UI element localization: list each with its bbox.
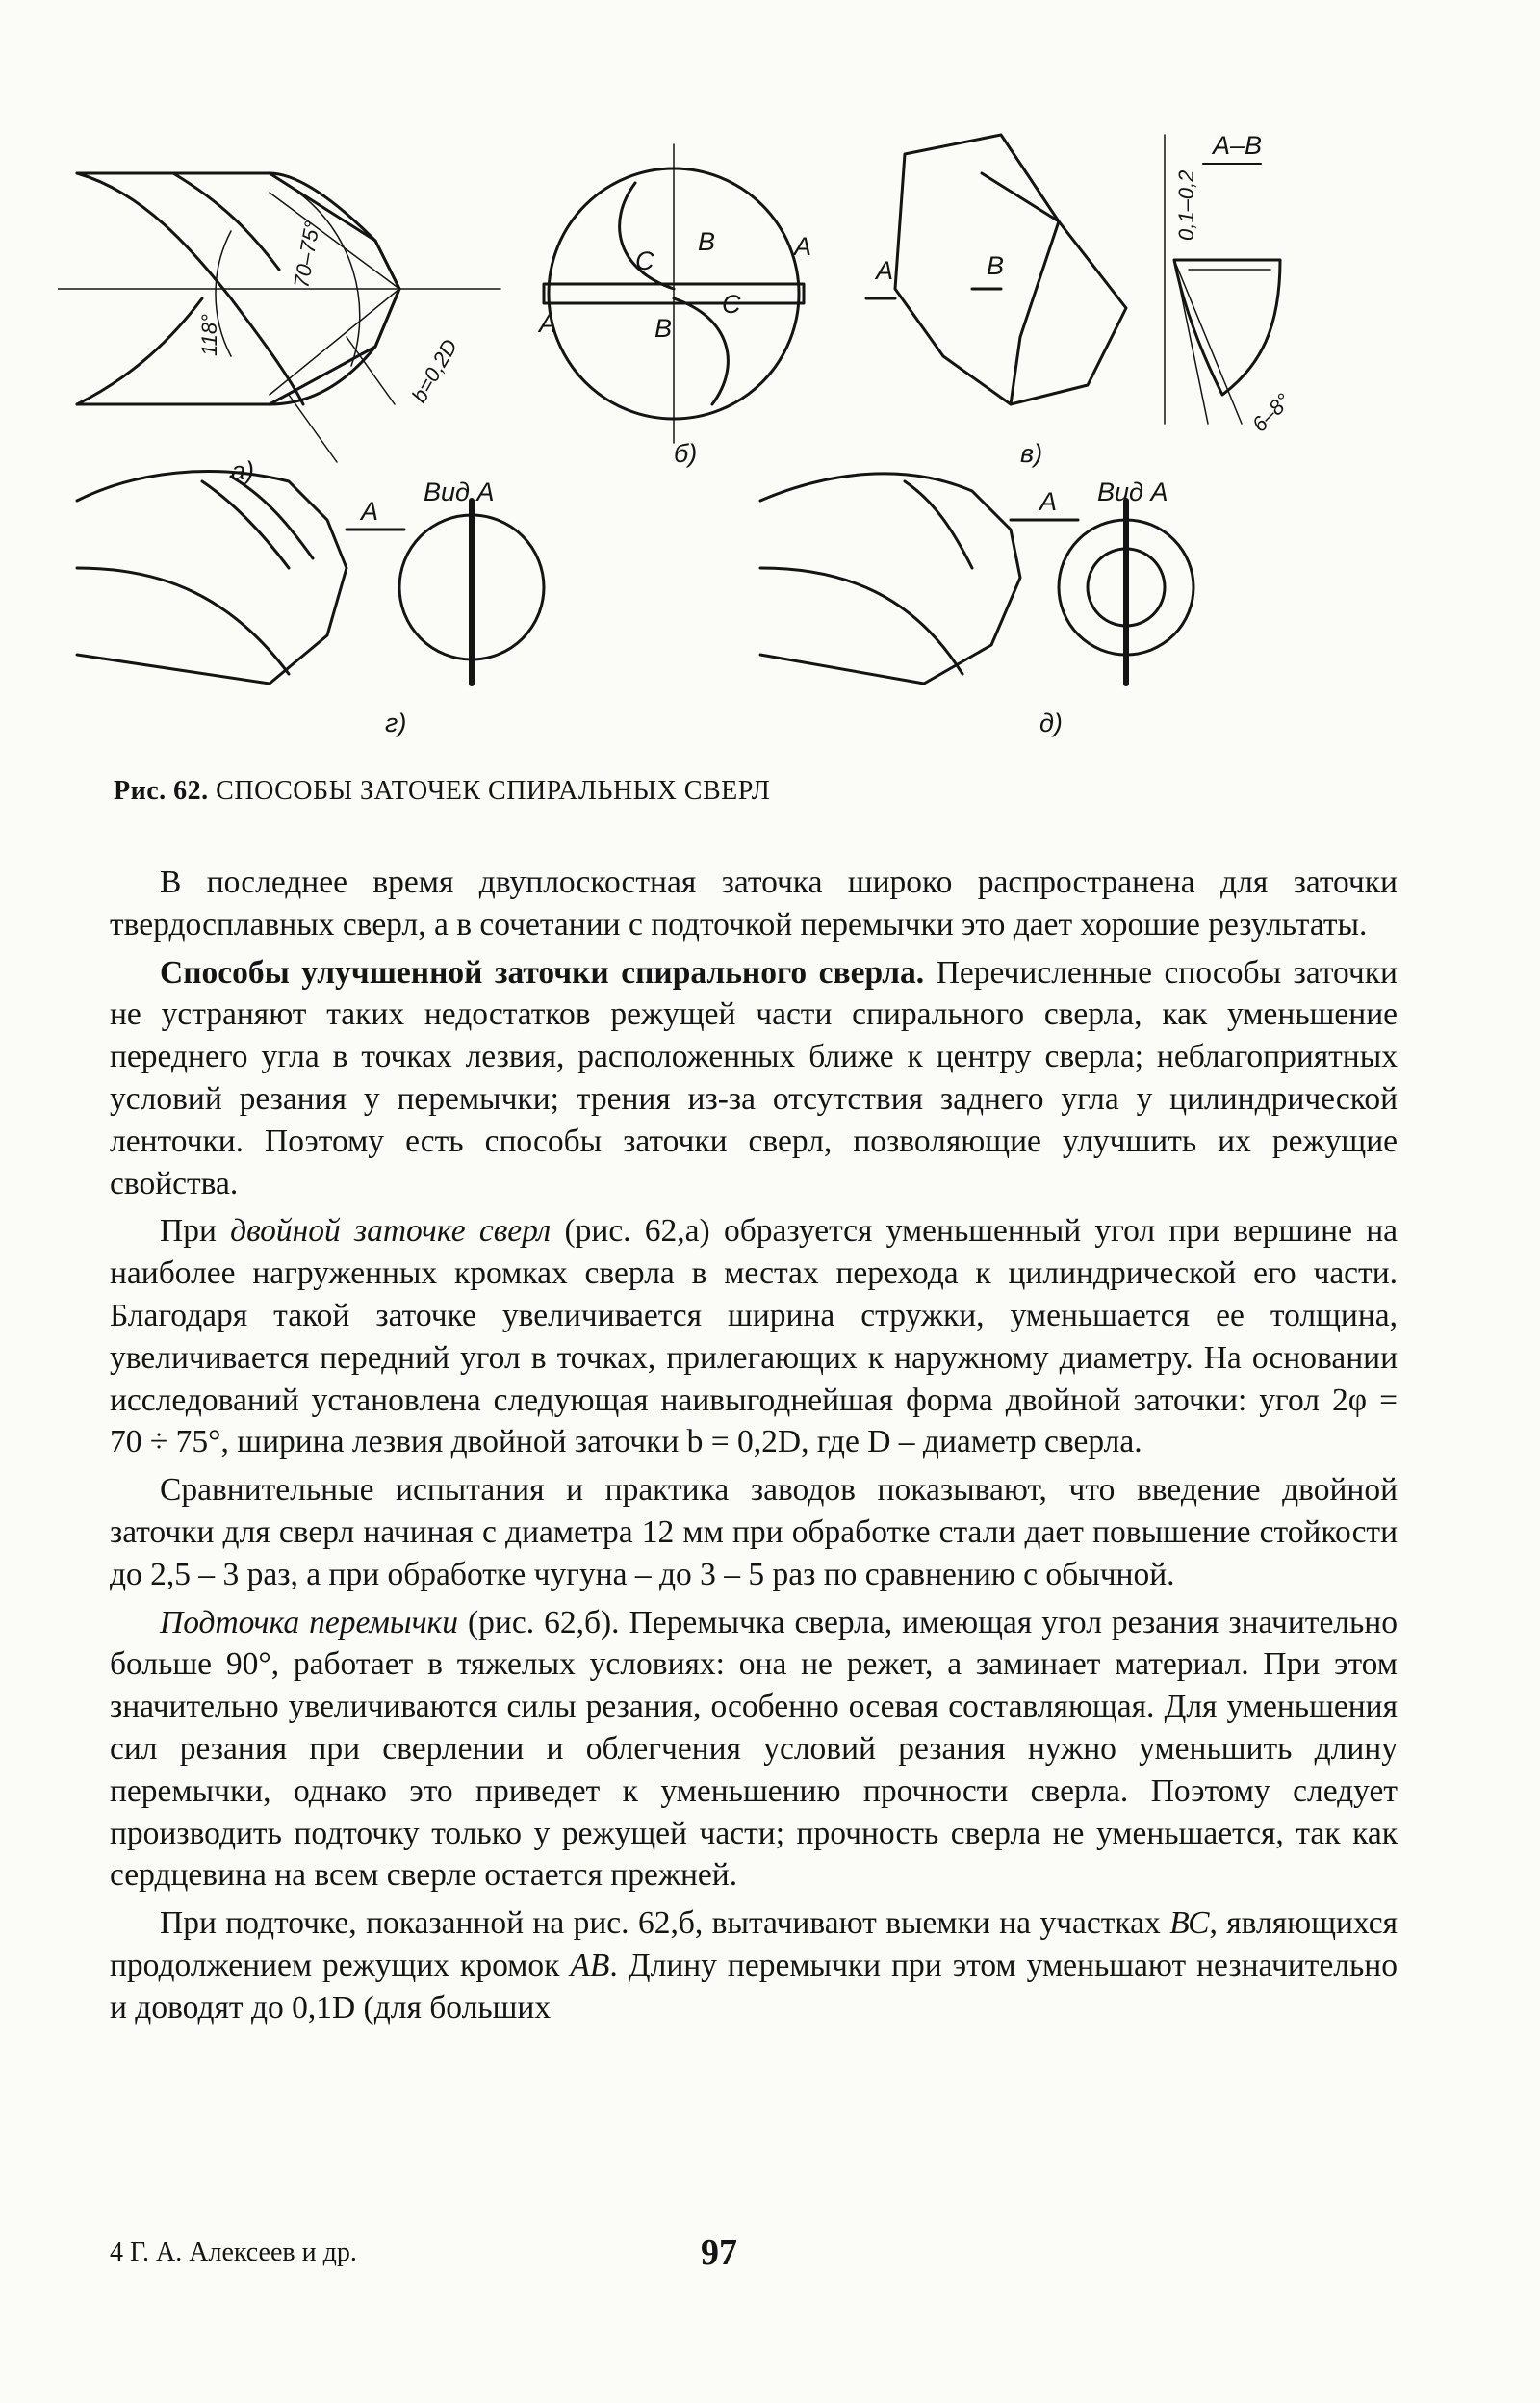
label-arrow-a-2: А bbox=[1040, 487, 1058, 516]
paragraph-6-b: , являющихся продолжением режущих кромок bbox=[110, 1905, 1398, 1983]
label-pt-b1: В bbox=[698, 227, 716, 256]
paragraph-3-text: (рис. 62,а) образуется уменьшенный угол при вершине на наиболее нагруженных кромках сверла в местах перехода к цилиндрической его части. Благодаря такой заточке увеличивается ширина стружки, уменьшается ее толщина, увеличивается передний угол в точках, прилегающих к наружному диаметру. На основании исследований установлена следующая наивыгоднейшая форма двойной заточки: угол 2φ = 70 ÷ 75°, ширина лезвия двойной заточки b = 0,2D, где D – диаметр сверла. bbox=[110, 1213, 1399, 1460]
label-arrow-a-1: А bbox=[361, 497, 379, 526]
figure-caption bbox=[114, 776, 1365, 807]
dim-gap: 0,1–0,2 bbox=[1174, 169, 1198, 241]
body-text bbox=[110, 862, 1398, 2035]
footer-signature: 4 Г. А. Алексеев и др. bbox=[110, 2237, 357, 2267]
paragraph-1: В последнее время двуплоскостная заточка широко распространена для заточки твердосплавных сверл, а в сочетании с подточкой перемычки это дает хорошие результаты. bbox=[110, 865, 1398, 943]
paragraph-6-c: . Длину перемычки при этом уменьшают незначительно и доводят до 0,1D (для больших bbox=[110, 1947, 1398, 2026]
label-section: А–В bbox=[1213, 131, 1263, 160]
paragraph-5-term: Подточка перемычки bbox=[160, 1604, 458, 1641]
paragraph-3 bbox=[110, 1210, 1398, 1463]
label-view-a-2: Вид А bbox=[1097, 478, 1168, 506]
label-b: б) bbox=[674, 439, 698, 468]
label-pt-c1: С bbox=[635, 246, 654, 275]
label-v: в) bbox=[1020, 439, 1043, 468]
caption-title: СПОСОБЫ ЗАТОЧЕК СПИРАЛЬНЫХ СВЕРЛ bbox=[216, 776, 771, 806]
paragraph-6-ab: АВ bbox=[570, 1947, 610, 1983]
label-pt-b2: В bbox=[654, 314, 673, 343]
dim-70-75: 70–75° bbox=[289, 219, 325, 290]
paragraph-5-text: (рис. 62,б). Перемычка сверла, имеющая угол резания значительно больше 90°, работает в тяжелых условиях: она не режет, а заминает материал. При этом значительно увеличиваются силы резания, особенно осевая составляющая. Для уменьшения сил резания при сверлении и облегчения условий резания нужно уменьшить длину перемычки, однако это приведет к уменьшению прочности сверла. Поэтому следует производить подточку только у режущей части; прочность сверла не уменьшается, так как сердцевина на всем сверле остается прежней. bbox=[110, 1604, 1398, 1894]
dim-b: b=0,2D bbox=[406, 335, 463, 407]
label-arrow-a-3: А bbox=[876, 256, 894, 285]
figure-62 bbox=[58, 116, 1405, 770]
paragraph-5 bbox=[110, 1602, 1398, 1898]
paragraph-3-term: двойной заточке сверл bbox=[230, 1213, 552, 1250]
dim-6-8: 6–8° bbox=[1246, 388, 1296, 437]
paragraph-2-text: Перечисленные способы заточки не устраняют таких недостатков режущей части спирального сверла, как уменьшение переднего угла в точках лезвия, расположенных ближе к центру сверла; неблагоприятных условий резания у перемычки; трения из-за отсутствия заднего угла у цилиндрической ленточки. Поэтому есть способы заточки сверл, позволяющие улучшить их режущие свойства. bbox=[110, 954, 1398, 1202]
drill-sharpening-drawings bbox=[58, 116, 1405, 770]
label-a: а) bbox=[231, 456, 255, 485]
paragraph-3-lead: При bbox=[160, 1213, 231, 1250]
dim-118: 118° bbox=[197, 314, 221, 356]
label-pt-c2: С bbox=[722, 290, 741, 319]
label-view-a-1: Вид А bbox=[424, 478, 495, 506]
label-pt-a2: А bbox=[794, 232, 812, 261]
paragraph-6-a: При подточке, показанной на рис. 62,б, вытачивают выемки на участках bbox=[160, 1905, 1170, 1942]
page-number: 97 bbox=[701, 2233, 737, 2273]
paragraph-6 bbox=[110, 1902, 1398, 2028]
paragraph-2-heading: Способы улучшенной заточки спирального сверла. bbox=[160, 954, 925, 991]
caption-number: Рис. 62. bbox=[114, 776, 209, 806]
paragraph-4: Сравнительные испытания и практика заводов показывают, что введение двойной заточки для сверл начиная с диаметра 12 мм при обработке стали дает повышение стойкости до 2,5 – 3 раз, а при обработке чугуна – до 3 – 5 раз по сравнению с обычной. bbox=[110, 1472, 1398, 1592]
panel-v-drill-tip bbox=[866, 135, 1280, 424]
paragraph-6-bc: ВС bbox=[1169, 1905, 1210, 1942]
page-footer bbox=[110, 2232, 1399, 2280]
label-pt-a1: А bbox=[539, 309, 557, 338]
label-pt-b3: В bbox=[987, 251, 1005, 280]
panel-a-drill bbox=[58, 173, 500, 462]
label-g: г) bbox=[385, 709, 407, 737]
label-d: д) bbox=[1040, 709, 1063, 737]
paragraph-2 bbox=[110, 952, 1398, 1205]
panel-b-end-view bbox=[544, 144, 804, 443]
